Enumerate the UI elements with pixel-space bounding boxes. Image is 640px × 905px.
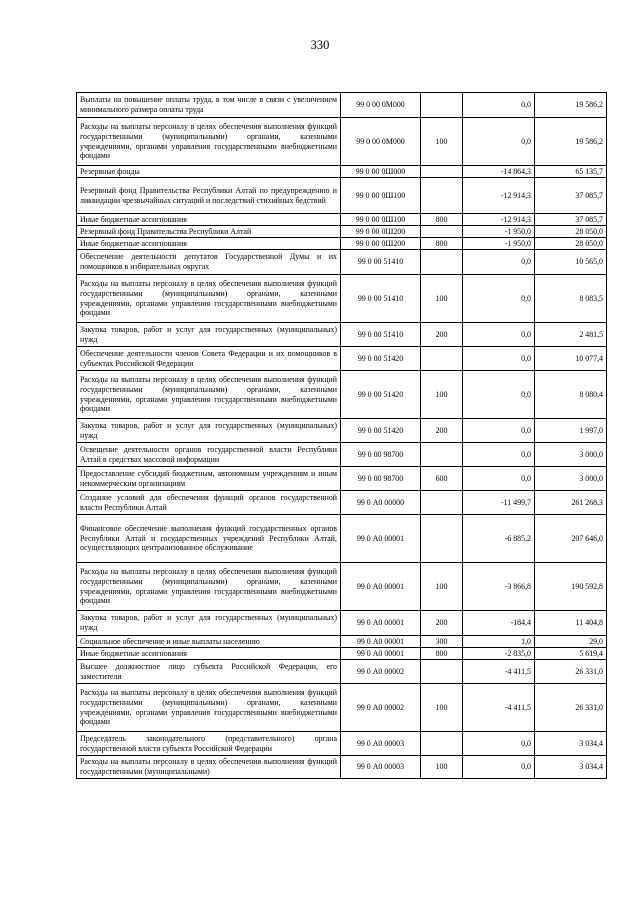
target-code-cell: 99 0 А0 00001 — [341, 515, 421, 563]
amount-change-cell: -14 864,3 — [463, 166, 535, 178]
expense-type-cell — [421, 178, 463, 214]
amount-total-cell: 19 586,2 — [535, 93, 607, 118]
expense-name-cell: Финансовое обеспечение выполнения функций государственных органов Республики Алтай и государственных учреждений Республики Алтай, осуществляющих централизованное обслуживание — [77, 515, 341, 563]
table-row — [77, 275, 607, 323]
amount-change-cell: -1 950,0 — [463, 238, 535, 250]
target-code-cell: 99 0 А0 00001 — [341, 563, 421, 611]
table-row — [77, 660, 607, 684]
amount-change-cell: -12 914,3 — [463, 178, 535, 214]
amount-total-cell: 261 268,3 — [535, 491, 607, 515]
table-row — [77, 636, 607, 648]
target-code-cell: 99 0 00 0Ш200 — [341, 226, 421, 238]
expense-name-cell: Резервные фонды — [77, 166, 341, 178]
target-code-cell: 99 0 А0 00002 — [341, 684, 421, 732]
expense-type-cell: 800 — [421, 214, 463, 226]
expense-type-cell — [421, 491, 463, 515]
amount-change-cell: -1 950,0 — [463, 226, 535, 238]
expense-name-cell: Обеспечение деятельности членов Совета Федерации и их помощников в субъектах Российской Федерации — [77, 347, 341, 371]
amount-total-cell: 3 000,0 — [535, 443, 607, 467]
table-row — [77, 756, 607, 779]
table-row — [77, 226, 607, 238]
target-code-cell: 99 0 А0 00001 — [341, 636, 421, 648]
amount-change-cell: 0,0 — [463, 275, 535, 323]
amount-change-cell: 0,0 — [463, 347, 535, 371]
table-row — [77, 93, 607, 118]
target-code-cell: 99 0 00 0М000 — [341, 118, 421, 166]
expense-name-cell: Высшее должностное лицо субъекта Российской Федерации, его заместители — [77, 660, 341, 684]
amount-change-cell: 0,0 — [463, 756, 535, 779]
expense-name-cell: Закупка товаров, работ и услуг для государственных (муниципальных) нужд — [77, 323, 341, 347]
amount-total-cell: 2 481,5 — [535, 323, 607, 347]
expense-type-cell — [421, 515, 463, 563]
expense-name-cell: Создание условий для обеспечения функций органов государственной власти Республики Алтай — [77, 491, 341, 515]
target-code-cell: 99 0 А0 00003 — [341, 732, 421, 756]
table-row — [77, 611, 607, 636]
expense-name-cell: Иные бюджетные ассигнования — [77, 648, 341, 660]
expense-type-cell: 200 — [421, 419, 463, 443]
amount-total-cell: 3 034,4 — [535, 732, 607, 756]
amount-total-cell: 3 000,0 — [535, 467, 607, 491]
amount-total-cell: 10 077,4 — [535, 347, 607, 371]
amount-change-cell: 0,0 — [463, 419, 535, 443]
amount-change-cell: -2 835,0 — [463, 648, 535, 660]
table-row — [77, 250, 607, 275]
amount-total-cell: 37 085,7 — [535, 178, 607, 214]
expense-name-cell: Освещение деятельности органов государственной власти Республики Алтай в средствах массовой информации — [77, 443, 341, 467]
amount-total-cell: 26 331,0 — [535, 684, 607, 732]
target-code-cell: 99 0 00 0Ш100 — [341, 178, 421, 214]
amount-change-cell: 0,0 — [463, 371, 535, 419]
expense-type-cell: 100 — [421, 118, 463, 166]
amount-total-cell: 37 085,7 — [535, 214, 607, 226]
table-row — [77, 238, 607, 250]
expense-name-cell: Резервный фонд Правительства Республики Алтай — [77, 226, 341, 238]
table-row — [77, 118, 607, 166]
target-code-cell: 99 0 00 51410 — [341, 275, 421, 323]
target-code-cell: 99 0 00 51420 — [341, 371, 421, 419]
expense-name-cell: Закупка товаров, работ и услуг для государственных (муниципальных) нужд — [77, 419, 341, 443]
expense-type-cell — [421, 347, 463, 371]
target-code-cell: 99 0 А0 00001 — [341, 611, 421, 636]
expense-name-cell: Резервный фонд Правительства Республики Алтай по предупреждению и ликвидации чрезвычайных ситуаций и последствий стихийных бедствий — [77, 178, 341, 214]
target-code-cell: 99 0 А0 00003 — [341, 756, 421, 779]
expense-type-cell — [421, 166, 463, 178]
expense-name-cell: Иные бюджетные ассигнования — [77, 238, 341, 250]
amount-change-cell: -4 411,5 — [463, 684, 535, 732]
amount-change-cell: 0,0 — [463, 250, 535, 275]
target-code-cell: 99 0 00 0М000 — [341, 93, 421, 118]
expense-type-cell — [421, 93, 463, 118]
amount-change-cell: 1,0 — [463, 636, 535, 648]
amount-total-cell: 26 331,0 — [535, 660, 607, 684]
expense-name-cell: Социальное обеспечение и иные выплаты населению — [77, 636, 341, 648]
expense-type-cell — [421, 226, 463, 238]
expense-name-cell: Расходы на выплаты персоналу в целях обеспечения выполнения функций государственными (муниципальными) органами, казенными учреждениями, органами управления государственными внебюджетными фондами — [77, 563, 341, 611]
table-row — [77, 166, 607, 178]
budget-table — [76, 92, 607, 779]
amount-change-cell: -6 885,2 — [463, 515, 535, 563]
table-row — [77, 491, 607, 515]
expense-type-cell: 100 — [421, 563, 463, 611]
expense-type-cell: 200 — [421, 611, 463, 636]
expense-type-cell: 800 — [421, 648, 463, 660]
table-row — [77, 443, 607, 467]
expense-name-cell: Расходы на выплаты персоналу в целях обеспечения выполнения функций государственными (муниципальными) органами, казенными учреждениями, органами управления государственными внебюджетными фондами — [77, 371, 341, 419]
table-row — [77, 515, 607, 563]
amount-total-cell: 29,0 — [535, 636, 607, 648]
expense-name-cell: Иные бюджетные ассигнования — [77, 214, 341, 226]
amount-total-cell: 8 080,4 — [535, 371, 607, 419]
expense-type-cell — [421, 250, 463, 275]
target-code-cell: 99 0 00 51410 — [341, 250, 421, 275]
expense-type-cell — [421, 660, 463, 684]
amount-change-cell: -4 411,5 — [463, 660, 535, 684]
page-number: 330 — [310, 38, 330, 52]
table-row — [77, 178, 607, 214]
expense-type-cell — [421, 443, 463, 467]
target-code-cell: 99 0 00 0Ш200 — [341, 238, 421, 250]
amount-total-cell: 207 646,0 — [535, 515, 607, 563]
amount-change-cell: 0,0 — [463, 93, 535, 118]
expense-name-cell: Расходы на выплаты персоналу в целях обеспечения выполнения функций государственными (муниципальными) органами, казенными учреждениями, органами управления государственными внебюджетными фондами — [77, 275, 341, 323]
expense-name-cell: Расходы на выплаты персоналу в целях обеспечения выполнения функций государственными (муниципальными) органами, казенными учреждениями, органами управления государственными внебюджетными фондами — [77, 118, 341, 166]
amount-change-cell: 0,0 — [463, 323, 535, 347]
target-code-cell: 99 0 00 98700 — [341, 467, 421, 491]
amount-change-cell: -12 914,3 — [463, 214, 535, 226]
budget-table-body — [77, 93, 607, 779]
table-row — [77, 347, 607, 371]
amount-total-cell: 190 592,8 — [535, 563, 607, 611]
table-row — [77, 214, 607, 226]
expense-type-cell: 600 — [421, 467, 463, 491]
expense-name-cell: Расходы на выплаты персоналу в целях обеспечения выполнения функций государственными (муниципальными) органами, казенными учреждениями, органами управления государственными внебюджетными фондами — [77, 684, 341, 732]
table-row — [77, 323, 607, 347]
table-row — [77, 684, 607, 732]
amount-change-cell: 0,0 — [463, 443, 535, 467]
amount-total-cell: 65 135,7 — [535, 166, 607, 178]
target-code-cell: 99 0 00 98700 — [341, 443, 421, 467]
expense-name-cell: Председатель законодательного (представительного) органа государственной власти субъекта Российской Федерации — [77, 732, 341, 756]
table-row — [77, 732, 607, 756]
target-code-cell: 99 0 А0 00002 — [341, 660, 421, 684]
amount-change-cell: 0,0 — [463, 732, 535, 756]
amount-change-cell: -184,4 — [463, 611, 535, 636]
amount-change-cell: -3 866,8 — [463, 563, 535, 611]
expense-name-cell: Расходы на выплаты персоналу в целях обеспечения выполнения функций государственными (муниципальными) — [77, 756, 341, 779]
amount-total-cell: 8 083,5 — [535, 275, 607, 323]
expense-name-cell: Закупка товаров, работ и услуг для государственных (муниципальных) нужд — [77, 611, 341, 636]
amount-total-cell: 28 050,0 — [535, 238, 607, 250]
target-code-cell: 99 0 00 51420 — [341, 419, 421, 443]
amount-total-cell: 5 619,4 — [535, 648, 607, 660]
amount-total-cell: 1 997,0 — [535, 419, 607, 443]
amount-change-cell: -11 499,7 — [463, 491, 535, 515]
expense-type-cell: 100 — [421, 756, 463, 779]
target-code-cell: 99 0 00 51420 — [341, 347, 421, 371]
expense-name-cell: Обеспечение деятельности депутатов Государственной Думы и их помощников в избирательных округах — [77, 250, 341, 275]
expense-type-cell: 100 — [421, 275, 463, 323]
table-row — [77, 648, 607, 660]
amount-total-cell: 28 050,0 — [535, 226, 607, 238]
target-code-cell: 99 0 00 0Ш000 — [341, 166, 421, 178]
expense-type-cell: 100 — [421, 371, 463, 419]
expense-type-cell: 300 — [421, 636, 463, 648]
expense-name-cell: Предоставление субсидий бюджетным, автономным учреждениям и иным некоммерческим организациям — [77, 467, 341, 491]
table-row — [77, 419, 607, 443]
expense-name-cell: Выплаты на повышение оплаты труда, в том числе в связи с увеличением минимального размера оплаты труда — [77, 93, 341, 118]
expense-type-cell — [421, 732, 463, 756]
expense-type-cell: 100 — [421, 684, 463, 732]
target-code-cell: 99 0 00 51410 — [341, 323, 421, 347]
amount-total-cell: 19 586,2 — [535, 118, 607, 166]
target-code-cell: 99 0 А0 00000 — [341, 491, 421, 515]
expense-type-cell: 800 — [421, 238, 463, 250]
amount-total-cell: 11 404,8 — [535, 611, 607, 636]
amount-total-cell: 10 565,0 — [535, 250, 607, 275]
amount-change-cell: 0,0 — [463, 467, 535, 491]
amount-total-cell: 3 034,4 — [535, 756, 607, 779]
target-code-cell: 99 0 00 0Ш100 — [341, 214, 421, 226]
table-row — [77, 563, 607, 611]
amount-change-cell: 0,0 — [463, 118, 535, 166]
expense-type-cell: 200 — [421, 323, 463, 347]
target-code-cell: 99 0 А0 00001 — [341, 648, 421, 660]
table-row — [77, 467, 607, 491]
table-row — [77, 371, 607, 419]
